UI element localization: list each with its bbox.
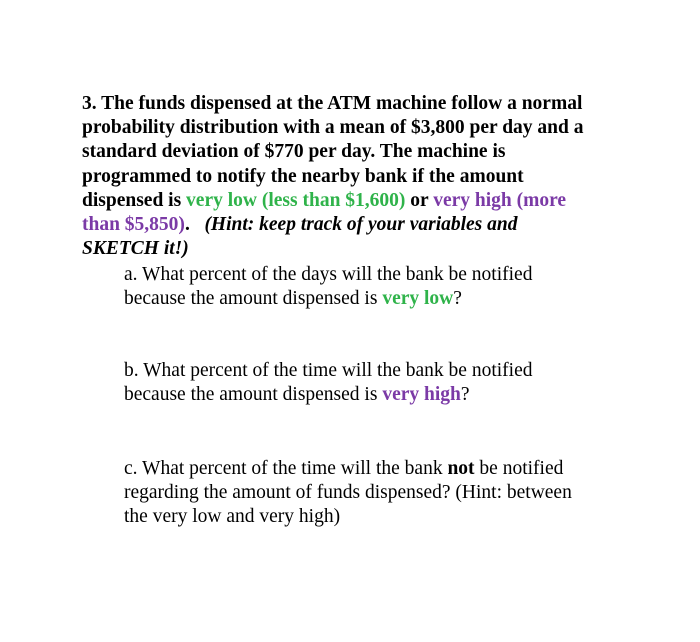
very-high-threshold-part1: very high (more <box>433 189 567 211</box>
question-a-line-2 <box>124 287 644 311</box>
problem-line-6-period: . <box>184 214 190 236</box>
question-c-line-1 <box>124 457 644 481</box>
question-b-keyword: very high <box>382 384 461 406</box>
problem-line-1: 3. The funds dispensed at the ATM machine follow a normal <box>82 93 583 114</box>
problem-line-4: programmed to notify the nearby bank if the amount <box>82 165 524 187</box>
problem-line-5-pre: dispensed is <box>82 189 187 211</box>
question-c-keyword: not <box>447 458 475 479</box>
question-c <box>124 457 644 530</box>
problem-line-2: probability distribution with a mean of $3,800 per day and a <box>82 117 584 139</box>
question-c-line-3: the very low and very high) <box>124 506 341 528</box>
question-a-line-2-post: ? <box>453 288 462 310</box>
question-c-line-1-pre: c. What percent of the time will the bank <box>124 458 448 479</box>
question-a <box>124 263 644 311</box>
question-b <box>124 359 644 407</box>
very-high-threshold-part2: than $5,850) <box>82 214 185 236</box>
question-a-keyword: very low <box>382 288 454 310</box>
problem-line-5-mid: or <box>405 189 434 211</box>
question-b-line-2-post: ? <box>460 384 470 406</box>
question-a-line-1: a. What percent of the days will the bank be notified <box>124 264 533 285</box>
problem-statement <box>82 92 642 261</box>
question-c-line-1-post: be notified <box>474 458 564 479</box>
question-b-line-1: b. What percent of the time will the bank be notified <box>124 360 533 381</box>
problem-line-3: standard deviation of $770 per day. The machine is <box>82 141 506 163</box>
very-low-threshold: very low (less than $1,600) <box>186 189 406 211</box>
question-a-line-2-pre: because the amount dispensed is <box>124 288 383 310</box>
problem-line-5 <box>82 189 642 213</box>
problem-line-6 <box>82 213 642 237</box>
hint-text-part2: SKETCH it!) <box>82 238 189 260</box>
question-c-line-2: regarding the amount of funds dispensed? (Hint: between <box>124 482 572 504</box>
hint-text-part1: (Hint: keep track of your variables and <box>204 214 518 236</box>
question-b-line-2 <box>124 383 644 407</box>
question-b-line-2-pre: because the amount dispensed is <box>124 384 383 406</box>
